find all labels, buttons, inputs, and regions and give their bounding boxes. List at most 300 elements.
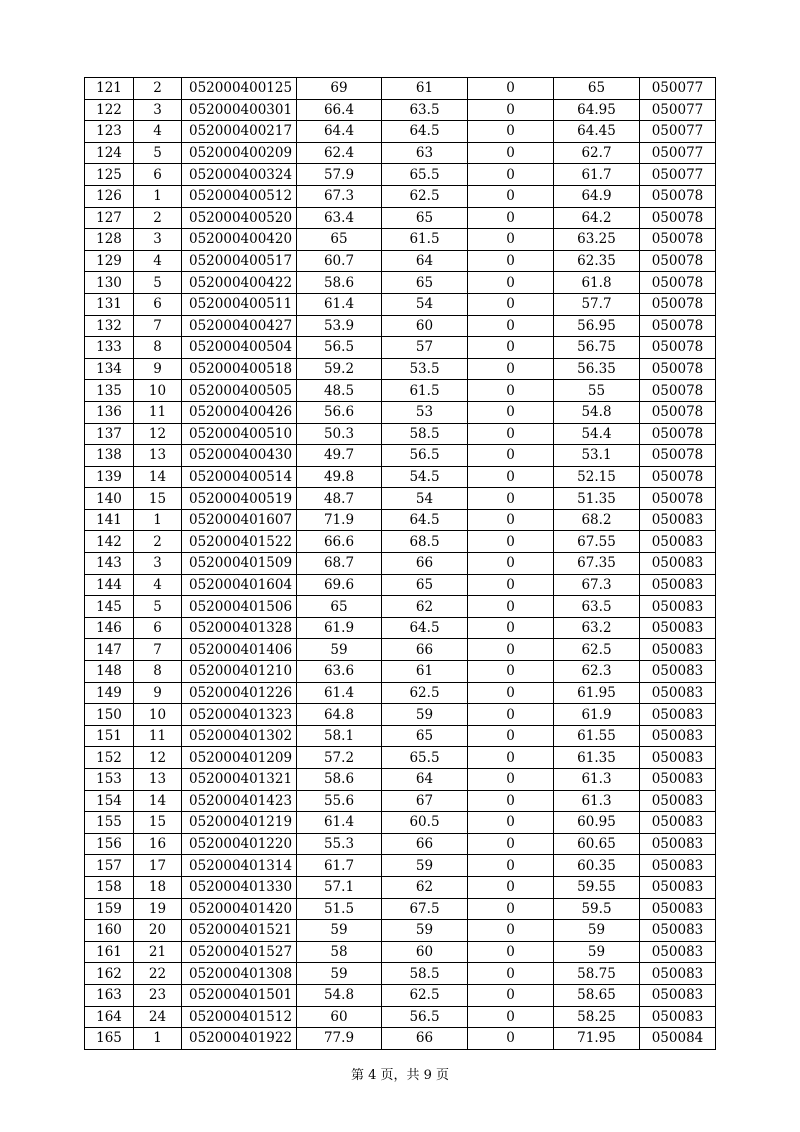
exam-id-cell: 052000400217 <box>182 121 297 143</box>
group-rank-cell: 13 <box>134 769 182 791</box>
score-2-cell: 65 <box>382 207 468 229</box>
group-rank-cell: 11 <box>134 401 182 423</box>
score-2-cell: 59 <box>382 920 468 942</box>
position-code-cell: 050083 <box>640 876 716 898</box>
total-score-cell: 62.3 <box>554 661 640 683</box>
score-1-cell: 59 <box>297 639 382 661</box>
total-score-cell: 56.95 <box>554 315 640 337</box>
total-score-cell: 65 <box>554 78 640 100</box>
score-1-cell: 61.9 <box>297 617 382 639</box>
bonus-cell: 0 <box>468 790 554 812</box>
score-1-cell: 64.8 <box>297 704 382 726</box>
group-rank-cell: 4 <box>134 574 182 596</box>
exam-id-cell: 052000400125 <box>182 78 297 100</box>
group-rank-cell: 12 <box>134 747 182 769</box>
group-rank-cell: 9 <box>134 358 182 380</box>
table-row <box>85 574 716 596</box>
score-2-cell: 65.5 <box>382 164 468 186</box>
score-2-cell: 57 <box>382 337 468 359</box>
group-rank-cell: 17 <box>134 855 182 877</box>
group-rank-cell: 14 <box>134 790 182 812</box>
group-rank-cell: 16 <box>134 833 182 855</box>
group-rank-cell: 5 <box>134 272 182 294</box>
bonus-cell: 0 <box>468 876 554 898</box>
group-rank-cell: 1 <box>134 1028 182 1050</box>
total-score-cell: 60.65 <box>554 833 640 855</box>
total-score-cell: 59.5 <box>554 898 640 920</box>
bonus-cell: 0 <box>468 855 554 877</box>
table-row <box>85 682 716 704</box>
group-rank-cell: 2 <box>134 207 182 229</box>
table-row <box>85 747 716 769</box>
group-rank-cell: 1 <box>134 185 182 207</box>
score-1-cell: 59 <box>297 920 382 942</box>
total-score-cell: 58.25 <box>554 1006 640 1028</box>
row-index-cell: 140 <box>85 488 134 510</box>
row-index-cell: 122 <box>85 99 134 121</box>
table-row <box>85 207 716 229</box>
table-row <box>85 553 716 575</box>
exam-id-cell: 052000401509 <box>182 553 297 575</box>
total-score-cell: 61.7 <box>554 164 640 186</box>
position-code-cell: 050078 <box>640 401 716 423</box>
position-code-cell: 050083 <box>640 790 716 812</box>
bonus-cell: 0 <box>468 725 554 747</box>
group-rank-cell: 2 <box>134 78 182 100</box>
position-code-cell: 050077 <box>640 78 716 100</box>
row-index-cell: 154 <box>85 790 134 812</box>
bonus-cell: 0 <box>468 639 554 661</box>
group-rank-cell: 7 <box>134 315 182 337</box>
total-score-cell: 51.35 <box>554 488 640 510</box>
total-score-cell: 56.35 <box>554 358 640 380</box>
bonus-cell: 0 <box>468 661 554 683</box>
group-rank-cell: 14 <box>134 466 182 488</box>
position-code-cell: 050078 <box>640 293 716 315</box>
position-code-cell: 050078 <box>640 337 716 359</box>
score-2-cell: 68.5 <box>382 531 468 553</box>
total-score-cell: 63.5 <box>554 596 640 618</box>
position-code-cell: 050083 <box>640 596 716 618</box>
position-code-cell: 050083 <box>640 509 716 531</box>
bonus-cell: 0 <box>468 963 554 985</box>
total-score-cell: 61.8 <box>554 272 640 294</box>
bonus-cell: 0 <box>468 531 554 553</box>
score-1-cell: 63.6 <box>297 661 382 683</box>
score-1-cell: 55.6 <box>297 790 382 812</box>
score-1-cell: 48.7 <box>297 488 382 510</box>
score-1-cell: 51.5 <box>297 898 382 920</box>
table-row <box>85 229 716 251</box>
score-2-cell: 58.5 <box>382 963 468 985</box>
group-rank-cell: 24 <box>134 1006 182 1028</box>
score-2-cell: 62.5 <box>382 682 468 704</box>
score-1-cell: 58.1 <box>297 725 382 747</box>
total-score-cell: 61.3 <box>554 769 640 791</box>
position-code-cell: 050078 <box>640 229 716 251</box>
position-code-cell: 050078 <box>640 380 716 402</box>
bonus-cell: 0 <box>468 164 554 186</box>
row-index-cell: 155 <box>85 812 134 834</box>
score-2-cell: 62.5 <box>382 984 468 1006</box>
row-index-cell: 131 <box>85 293 134 315</box>
score-1-cell: 69.6 <box>297 574 382 596</box>
group-rank-cell: 22 <box>134 963 182 985</box>
row-index-cell: 138 <box>85 445 134 467</box>
group-rank-cell: 11 <box>134 725 182 747</box>
bonus-cell: 0 <box>468 747 554 769</box>
position-code-cell: 050083 <box>640 1006 716 1028</box>
table-row <box>85 790 716 812</box>
table-row <box>85 445 716 467</box>
score-1-cell: 54.8 <box>297 984 382 1006</box>
score-2-cell: 64.5 <box>382 617 468 639</box>
position-code-cell: 050078 <box>640 207 716 229</box>
row-index-cell: 165 <box>85 1028 134 1050</box>
exam-id-cell: 052000401308 <box>182 963 297 985</box>
position-code-cell: 050084 <box>640 1028 716 1050</box>
bonus-cell: 0 <box>468 250 554 272</box>
score-1-cell: 49.8 <box>297 466 382 488</box>
exam-id-cell: 052000401323 <box>182 704 297 726</box>
exam-id-cell: 052000401210 <box>182 661 297 683</box>
score-1-cell: 53.9 <box>297 315 382 337</box>
bonus-cell: 0 <box>468 272 554 294</box>
table-row <box>85 1006 716 1028</box>
total-score-cell: 67.35 <box>554 553 640 575</box>
exam-id-cell: 052000401219 <box>182 812 297 834</box>
row-index-cell: 121 <box>85 78 134 100</box>
row-index-cell: 133 <box>85 337 134 359</box>
position-code-cell: 050083 <box>640 639 716 661</box>
row-index-cell: 134 <box>85 358 134 380</box>
score-1-cell: 59.2 <box>297 358 382 380</box>
score-2-cell: 61 <box>382 78 468 100</box>
score-2-cell: 59 <box>382 855 468 877</box>
group-rank-cell: 2 <box>134 531 182 553</box>
bonus-cell: 0 <box>468 682 554 704</box>
table-row <box>85 315 716 337</box>
row-index-cell: 164 <box>85 1006 134 1028</box>
position-code-cell: 050078 <box>640 445 716 467</box>
table-row <box>85 639 716 661</box>
page-footer: 第 4 页，共 9 页 <box>350 1068 450 1083</box>
group-rank-cell: 10 <box>134 704 182 726</box>
score-2-cell: 61 <box>382 661 468 683</box>
table-row <box>85 769 716 791</box>
bonus-cell: 0 <box>468 121 554 143</box>
exam-id-cell: 052000400426 <box>182 401 297 423</box>
position-code-cell: 050078 <box>640 466 716 488</box>
group-rank-cell: 9 <box>134 682 182 704</box>
position-code-cell: 050078 <box>640 272 716 294</box>
exam-id-cell: 052000401406 <box>182 639 297 661</box>
table-row <box>85 812 716 834</box>
bonus-cell: 0 <box>468 1006 554 1028</box>
exam-id-cell: 052000401501 <box>182 984 297 1006</box>
group-rank-cell: 5 <box>134 142 182 164</box>
table-row <box>85 423 716 445</box>
score-2-cell: 64 <box>382 769 468 791</box>
group-rank-cell: 8 <box>134 337 182 359</box>
bonus-cell: 0 <box>468 445 554 467</box>
total-score-cell: 60.95 <box>554 812 640 834</box>
score-2-cell: 66 <box>382 553 468 575</box>
total-score-cell: 61.95 <box>554 682 640 704</box>
score-2-cell: 62 <box>382 876 468 898</box>
score-1-cell: 64.4 <box>297 121 382 143</box>
score-2-cell: 61.5 <box>382 380 468 402</box>
total-score-cell: 62.7 <box>554 142 640 164</box>
table-row <box>85 596 716 618</box>
score-1-cell: 66.4 <box>297 99 382 121</box>
table-row <box>85 898 716 920</box>
bonus-cell: 0 <box>468 812 554 834</box>
score-1-cell: 63.4 <box>297 207 382 229</box>
total-score-cell: 56.75 <box>554 337 640 359</box>
score-1-cell: 50.3 <box>297 423 382 445</box>
table-row <box>85 272 716 294</box>
exam-id-cell: 052000401423 <box>182 790 297 812</box>
row-index-cell: 144 <box>85 574 134 596</box>
score-2-cell: 53.5 <box>382 358 468 380</box>
row-index-cell: 145 <box>85 596 134 618</box>
table-row <box>85 725 716 747</box>
position-code-cell: 050078 <box>640 488 716 510</box>
row-index-cell: 152 <box>85 747 134 769</box>
total-score-cell: 67.55 <box>554 531 640 553</box>
group-rank-cell: 7 <box>134 639 182 661</box>
position-code-cell: 050078 <box>640 185 716 207</box>
exam-id-cell: 052000400324 <box>182 164 297 186</box>
exam-id-cell: 052000401607 <box>182 509 297 531</box>
exam-id-cell: 052000400504 <box>182 337 297 359</box>
position-code-cell: 050078 <box>640 358 716 380</box>
total-score-cell: 68.2 <box>554 509 640 531</box>
position-code-cell: 050083 <box>640 617 716 639</box>
group-rank-cell: 15 <box>134 488 182 510</box>
exam-id-cell: 052000400422 <box>182 272 297 294</box>
position-code-cell: 050083 <box>640 984 716 1006</box>
score-2-cell: 60 <box>382 315 468 337</box>
exam-id-cell: 052000400512 <box>182 185 297 207</box>
total-score-cell: 61.35 <box>554 747 640 769</box>
position-code-cell: 050083 <box>640 553 716 575</box>
position-code-cell: 050083 <box>640 833 716 855</box>
row-index-cell: 158 <box>85 876 134 898</box>
row-index-cell: 142 <box>85 531 134 553</box>
row-index-cell: 143 <box>85 553 134 575</box>
row-index-cell: 129 <box>85 250 134 272</box>
score-1-cell: 56.5 <box>297 337 382 359</box>
score-1-cell: 61.4 <box>297 682 382 704</box>
row-index-cell: 160 <box>85 920 134 942</box>
bonus-cell: 0 <box>468 833 554 855</box>
group-rank-cell: 3 <box>134 229 182 251</box>
table-row <box>85 941 716 963</box>
score-2-cell: 66 <box>382 833 468 855</box>
position-code-cell: 050083 <box>640 704 716 726</box>
row-index-cell: 123 <box>85 121 134 143</box>
total-score-cell: 59 <box>554 920 640 942</box>
bonus-cell: 0 <box>468 466 554 488</box>
score-2-cell: 54 <box>382 488 468 510</box>
exam-id-cell: 052000401604 <box>182 574 297 596</box>
group-rank-cell: 5 <box>134 596 182 618</box>
group-rank-cell: 1 <box>134 509 182 531</box>
exam-id-cell: 052000401522 <box>182 531 297 553</box>
exam-id-cell: 052000401420 <box>182 898 297 920</box>
score-1-cell: 58.6 <box>297 769 382 791</box>
position-code-cell: 050083 <box>640 769 716 791</box>
group-rank-cell: 18 <box>134 876 182 898</box>
score-2-cell: 62 <box>382 596 468 618</box>
table-row <box>85 250 716 272</box>
table-row <box>85 401 716 423</box>
group-rank-cell: 23 <box>134 984 182 1006</box>
total-score-cell: 71.95 <box>554 1028 640 1050</box>
score-2-cell: 60.5 <box>382 812 468 834</box>
position-code-cell: 050083 <box>640 661 716 683</box>
position-code-cell: 050078 <box>640 423 716 445</box>
bonus-cell: 0 <box>468 207 554 229</box>
total-score-cell: 60.35 <box>554 855 640 877</box>
position-code-cell: 050083 <box>640 898 716 920</box>
total-score-cell: 63.25 <box>554 229 640 251</box>
score-2-cell: 65 <box>382 574 468 596</box>
score-2-cell: 61.5 <box>382 229 468 251</box>
table-row <box>85 963 716 985</box>
bonus-cell: 0 <box>468 229 554 251</box>
bonus-cell: 0 <box>468 574 554 596</box>
exam-id-cell: 052000401527 <box>182 941 297 963</box>
total-score-cell: 58.75 <box>554 963 640 985</box>
position-code-cell: 050083 <box>640 574 716 596</box>
row-index-cell: 157 <box>85 855 134 877</box>
score-1-cell: 55.3 <box>297 833 382 855</box>
row-index-cell: 147 <box>85 639 134 661</box>
total-score-cell: 61.55 <box>554 725 640 747</box>
exam-id-cell: 052000401226 <box>182 682 297 704</box>
group-rank-cell: 6 <box>134 617 182 639</box>
exam-id-cell: 052000401521 <box>182 920 297 942</box>
table-row <box>85 358 716 380</box>
score-2-cell: 62.5 <box>382 185 468 207</box>
table-row <box>85 337 716 359</box>
position-code-cell: 050078 <box>640 250 716 272</box>
exam-id-cell: 052000400427 <box>182 315 297 337</box>
total-score-cell: 64.45 <box>554 121 640 143</box>
exam-id-cell: 052000400505 <box>182 380 297 402</box>
score-2-cell: 67.5 <box>382 898 468 920</box>
total-score-cell: 62.5 <box>554 639 640 661</box>
total-score-cell: 57.7 <box>554 293 640 315</box>
bonus-cell: 0 <box>468 99 554 121</box>
position-code-cell: 050083 <box>640 747 716 769</box>
bonus-cell: 0 <box>468 142 554 164</box>
score-1-cell: 66.6 <box>297 531 382 553</box>
total-score-cell: 53.1 <box>554 445 640 467</box>
bonus-cell: 0 <box>468 898 554 920</box>
table-row <box>85 293 716 315</box>
score-1-cell: 62.4 <box>297 142 382 164</box>
row-index-cell: 162 <box>85 963 134 985</box>
table-row <box>85 833 716 855</box>
table-row <box>85 920 716 942</box>
bonus-cell: 0 <box>468 769 554 791</box>
score-1-cell: 61.4 <box>297 293 382 315</box>
bonus-cell: 0 <box>468 401 554 423</box>
table-row <box>85 164 716 186</box>
row-index-cell: 153 <box>85 769 134 791</box>
group-rank-cell: 6 <box>134 293 182 315</box>
position-code-cell: 050077 <box>640 121 716 143</box>
score-1-cell: 57.9 <box>297 164 382 186</box>
exam-id-cell: 052000401314 <box>182 855 297 877</box>
total-score-cell: 52.15 <box>554 466 640 488</box>
position-code-cell: 050083 <box>640 941 716 963</box>
row-index-cell: 150 <box>85 704 134 726</box>
position-code-cell: 050077 <box>640 142 716 164</box>
exam-id-cell: 052000400519 <box>182 488 297 510</box>
exam-id-cell: 052000400430 <box>182 445 297 467</box>
row-index-cell: 141 <box>85 509 134 531</box>
exam-id-cell: 052000400209 <box>182 142 297 164</box>
row-index-cell: 148 <box>85 661 134 683</box>
bonus-cell: 0 <box>468 617 554 639</box>
exam-id-cell: 052000401330 <box>182 876 297 898</box>
bonus-cell: 0 <box>468 380 554 402</box>
total-score-cell: 64.2 <box>554 207 640 229</box>
position-code-cell: 050083 <box>640 963 716 985</box>
table-row <box>85 617 716 639</box>
row-index-cell: 135 <box>85 380 134 402</box>
total-score-cell: 62.35 <box>554 250 640 272</box>
exam-id-cell: 052000401209 <box>182 747 297 769</box>
score-1-cell: 68.7 <box>297 553 382 575</box>
score-2-cell: 53 <box>382 401 468 423</box>
position-code-cell: 050083 <box>640 682 716 704</box>
position-code-cell: 050078 <box>640 315 716 337</box>
bonus-cell: 0 <box>468 488 554 510</box>
position-code-cell: 050077 <box>640 99 716 121</box>
bonus-cell: 0 <box>468 423 554 445</box>
table-row <box>85 488 716 510</box>
row-index-cell: 151 <box>85 725 134 747</box>
score-1-cell: 58 <box>297 941 382 963</box>
table-row <box>85 531 716 553</box>
exam-id-cell: 052000400518 <box>182 358 297 380</box>
total-score-cell: 61.9 <box>554 704 640 726</box>
score-1-cell: 65 <box>297 596 382 618</box>
score-table <box>84 77 716 1050</box>
score-1-cell: 69 <box>297 78 382 100</box>
bonus-cell: 0 <box>468 78 554 100</box>
score-2-cell: 59 <box>382 704 468 726</box>
row-index-cell: 136 <box>85 401 134 423</box>
bonus-cell: 0 <box>468 704 554 726</box>
row-index-cell: 149 <box>85 682 134 704</box>
group-rank-cell: 8 <box>134 661 182 683</box>
score-1-cell: 61.7 <box>297 855 382 877</box>
table-row <box>85 78 716 100</box>
exam-id-cell: 052000401302 <box>182 725 297 747</box>
bonus-cell: 0 <box>468 185 554 207</box>
group-rank-cell: 6 <box>134 164 182 186</box>
exam-id-cell: 052000400511 <box>182 293 297 315</box>
group-rank-cell: 10 <box>134 380 182 402</box>
row-index-cell: 127 <box>85 207 134 229</box>
